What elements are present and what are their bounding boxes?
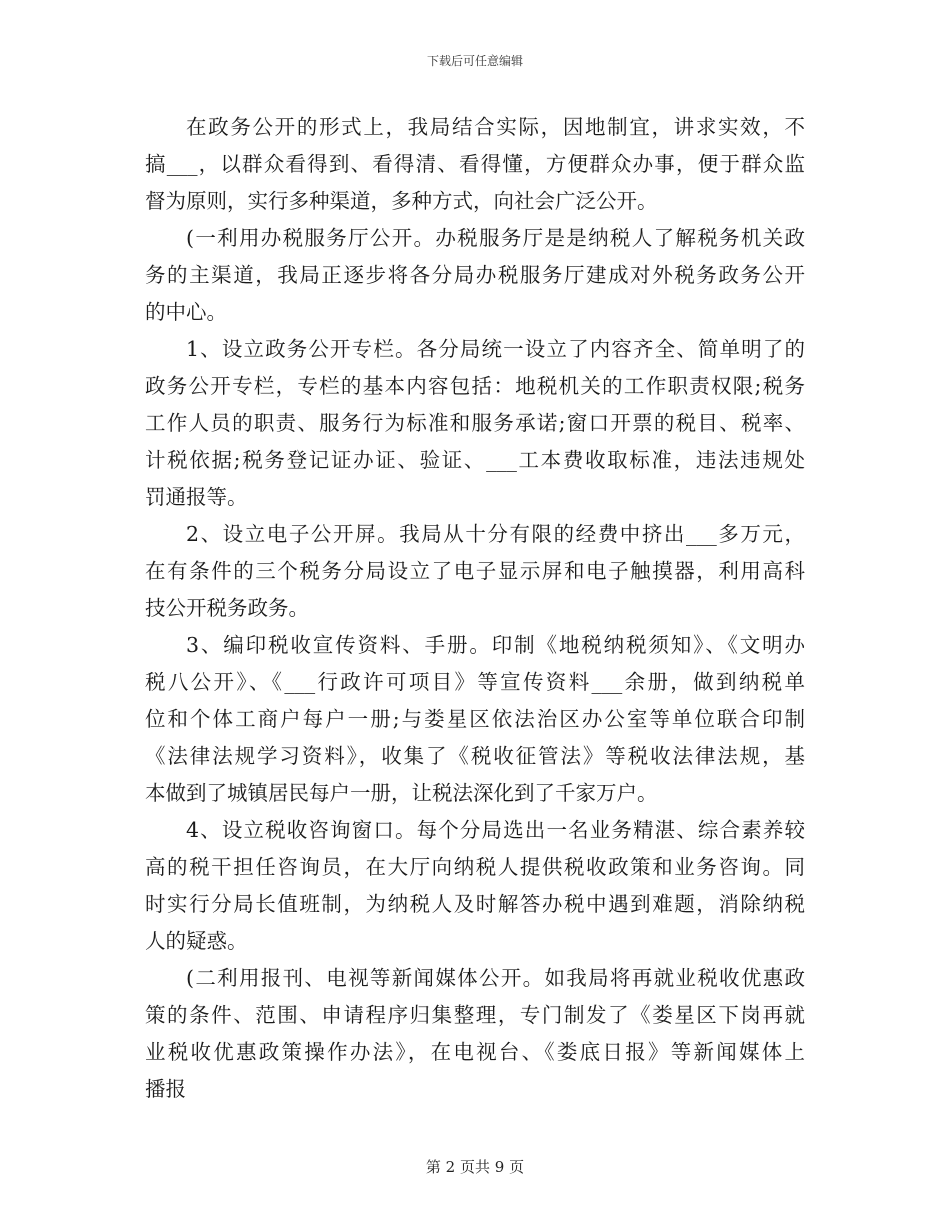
text-line: 《法律法规学习资料》，收集了《税收征管法》等税收法律法规，基	[145, 744, 805, 768]
text-line: (二利用报刊、电视等新闻媒体公开。如我局将再就业税收优惠政	[186, 966, 805, 990]
text-line: 策的条件、范围、申请程序归集整理，专门制发了《娄星区下岗再就	[145, 1003, 805, 1027]
text-line: 2、设立电子公开屏。我局从十分有限的经费中挤出___多万元，	[186, 522, 805, 546]
text-line: 人的疑惑。	[145, 929, 248, 953]
text-line: 1、设立政务公开专栏。各分局统一设立了内容齐全、简单明了的	[186, 337, 805, 361]
text-line: 在有条件的三个税务分局设立了电子显示屏和电子触摸器，利用高科	[145, 559, 805, 583]
text-line: 的中心。	[145, 300, 227, 324]
page-header: 下载后可任意编辑	[426, 54, 523, 68]
text-line: 计税依据;税务登记证办证、验证、___工本费收取标准，违法违规处	[145, 448, 805, 472]
page-footer: 第 2 页共 9 页	[425, 1158, 525, 1176]
text-line: 罚通报等。	[145, 485, 248, 509]
text-line: 高的税干担任咨询员，在大厅向纳税人提供税收政策和业务咨询。同	[145, 855, 805, 879]
text-line: 3、编印税收宣传资料、手册。印制《地税纳税须知》、《文明办	[186, 633, 805, 657]
text-line: 税八公开》、《___行政许可项目》等宣传资料___余册，做到纳税单	[145, 670, 805, 694]
text-line: 时实行分局长值班制，为纳税人及时解答办税中遇到难题，消除纳税	[145, 892, 805, 916]
text-line: 督为原则，实行多种渠道，多种方式，向社会广泛公开。	[145, 189, 658, 213]
text-line: 播报	[145, 1077, 186, 1101]
text-line: 务的主渠道，我局正逐步将各分局办税服务厅建成对外税务政务公开	[145, 263, 805, 287]
text-line: (一利用办税服务厅公开。办税服务厅是是纳税人了解税务机关政	[186, 226, 805, 250]
text-line: 业税收优惠政策操作办法》，在电视台、《娄底日报》等新闻媒体上	[145, 1040, 805, 1064]
text-line: 4、设立税收咨询窗口。每个分局选出一名业务精湛、综合素养较	[186, 818, 805, 842]
text-line: 搞___，以群众看得到、看得清、看得懂，方便群众办事，便于群众监	[145, 152, 805, 176]
text-line: 在政务公开的形式上，我局结合实际，因地制宜，讲求实效，不	[186, 115, 805, 139]
text-line: 工作人员的职责、服务行为标准和服务承诺;窗口开票的税目、税率、	[145, 411, 805, 435]
text-line: 位和个体工商户每户一册;与娄星区依法治区办公室等单位联合印制	[145, 707, 805, 731]
text-line: 技公开税务政务。	[145, 596, 309, 620]
body-text	[145, 109, 805, 1108]
text-line: 政务公开专栏，专栏的基本内容包括：地税机关的工作职责权限;税务	[145, 374, 805, 398]
text-line: 本做到了城镇居民每户一册，让税法深化到了千家万户。	[145, 781, 658, 805]
